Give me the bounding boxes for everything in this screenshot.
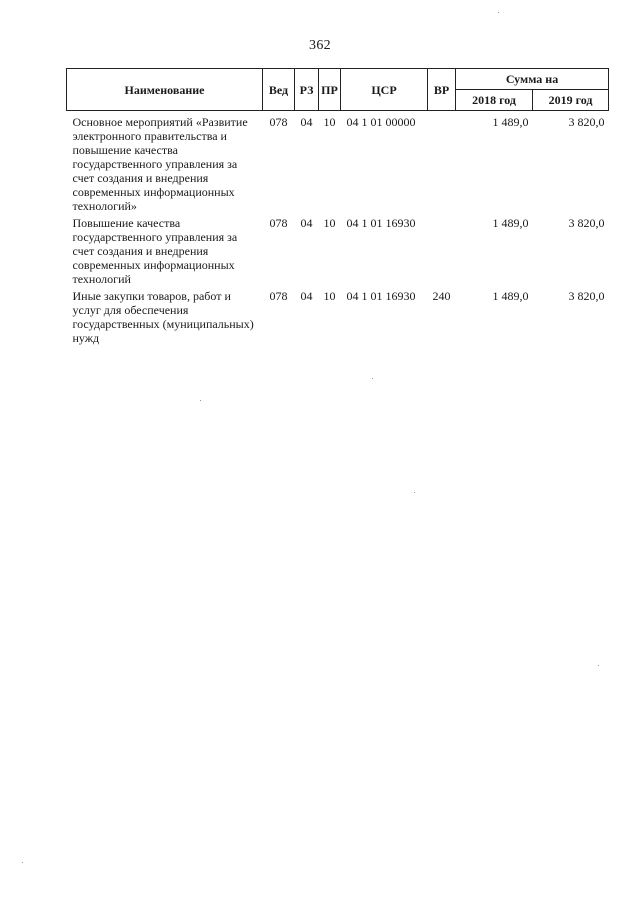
cell-vr — [428, 216, 456, 289]
cell-csr: 04 1 01 16930 — [346, 216, 416, 230]
cell-rz: 04 — [300, 216, 313, 230]
page-number: 362 — [309, 38, 331, 53]
cell-sum-2018: 1 489,0 — [492, 115, 529, 129]
cell-rz: 04 — [300, 115, 313, 129]
scan-speck — [498, 12, 499, 13]
cell-sum-2019: 3 820,0 — [568, 115, 605, 129]
cell-pr: 10 — [323, 289, 336, 303]
header-csr: ЦСР — [341, 69, 428, 111]
cell-ved: 078 — [269, 115, 288, 129]
cell-name: Повышение качества государственного управления за счет создания и внедрения современных информационных технологий — [72, 216, 238, 286]
cell-sum-2018: 1 489,0 — [492, 289, 529, 303]
header-name: Наименование — [67, 69, 263, 111]
budget-table — [66, 68, 609, 348]
cell-name: Основное мероприятий «Развитие электронного правительства и повышение качества государственного управления за счет создания и внедрения современных информационных технологий» — [72, 115, 248, 213]
table-body — [67, 111, 609, 349]
cell-sum-2019: 3 820,0 — [568, 216, 605, 230]
cell-pr: 10 — [323, 216, 336, 230]
header-ved: Вед — [263, 69, 295, 111]
table-row — [67, 216, 609, 289]
cell-name: Иные закупки товаров, работ и услуг для обеспечения государственных (муниципальных) нужд — [72, 289, 254, 345]
cell-pr: 10 — [323, 115, 336, 129]
cell-vr — [428, 111, 456, 217]
header-vr: ВР — [428, 69, 456, 111]
header-sum-group: Сумма на — [456, 69, 609, 90]
scan-speck — [598, 665, 599, 666]
cell-sum-2018: 1 489,0 — [492, 216, 529, 230]
table-row — [67, 289, 609, 348]
scan-speck — [22, 862, 23, 863]
scan-speck — [414, 492, 415, 493]
cell-rz: 04 — [300, 289, 313, 303]
cell-csr: 04 1 01 16930 — [346, 289, 416, 303]
cell-vr: 240 — [432, 289, 451, 303]
header-year-2019: 2019 год — [533, 90, 609, 111]
table-header — [67, 69, 609, 111]
cell-ved: 078 — [269, 289, 288, 303]
cell-sum-2019: 3 820,0 — [568, 289, 605, 303]
cell-ved: 078 — [269, 216, 288, 230]
table-row — [67, 111, 609, 217]
header-pr: ПР — [319, 69, 341, 111]
scan-speck — [200, 400, 201, 401]
cell-csr: 04 1 01 00000 — [346, 115, 416, 129]
scan-speck — [372, 378, 373, 379]
header-year-2018: 2018 год — [456, 90, 533, 111]
header-rz: РЗ — [295, 69, 319, 111]
